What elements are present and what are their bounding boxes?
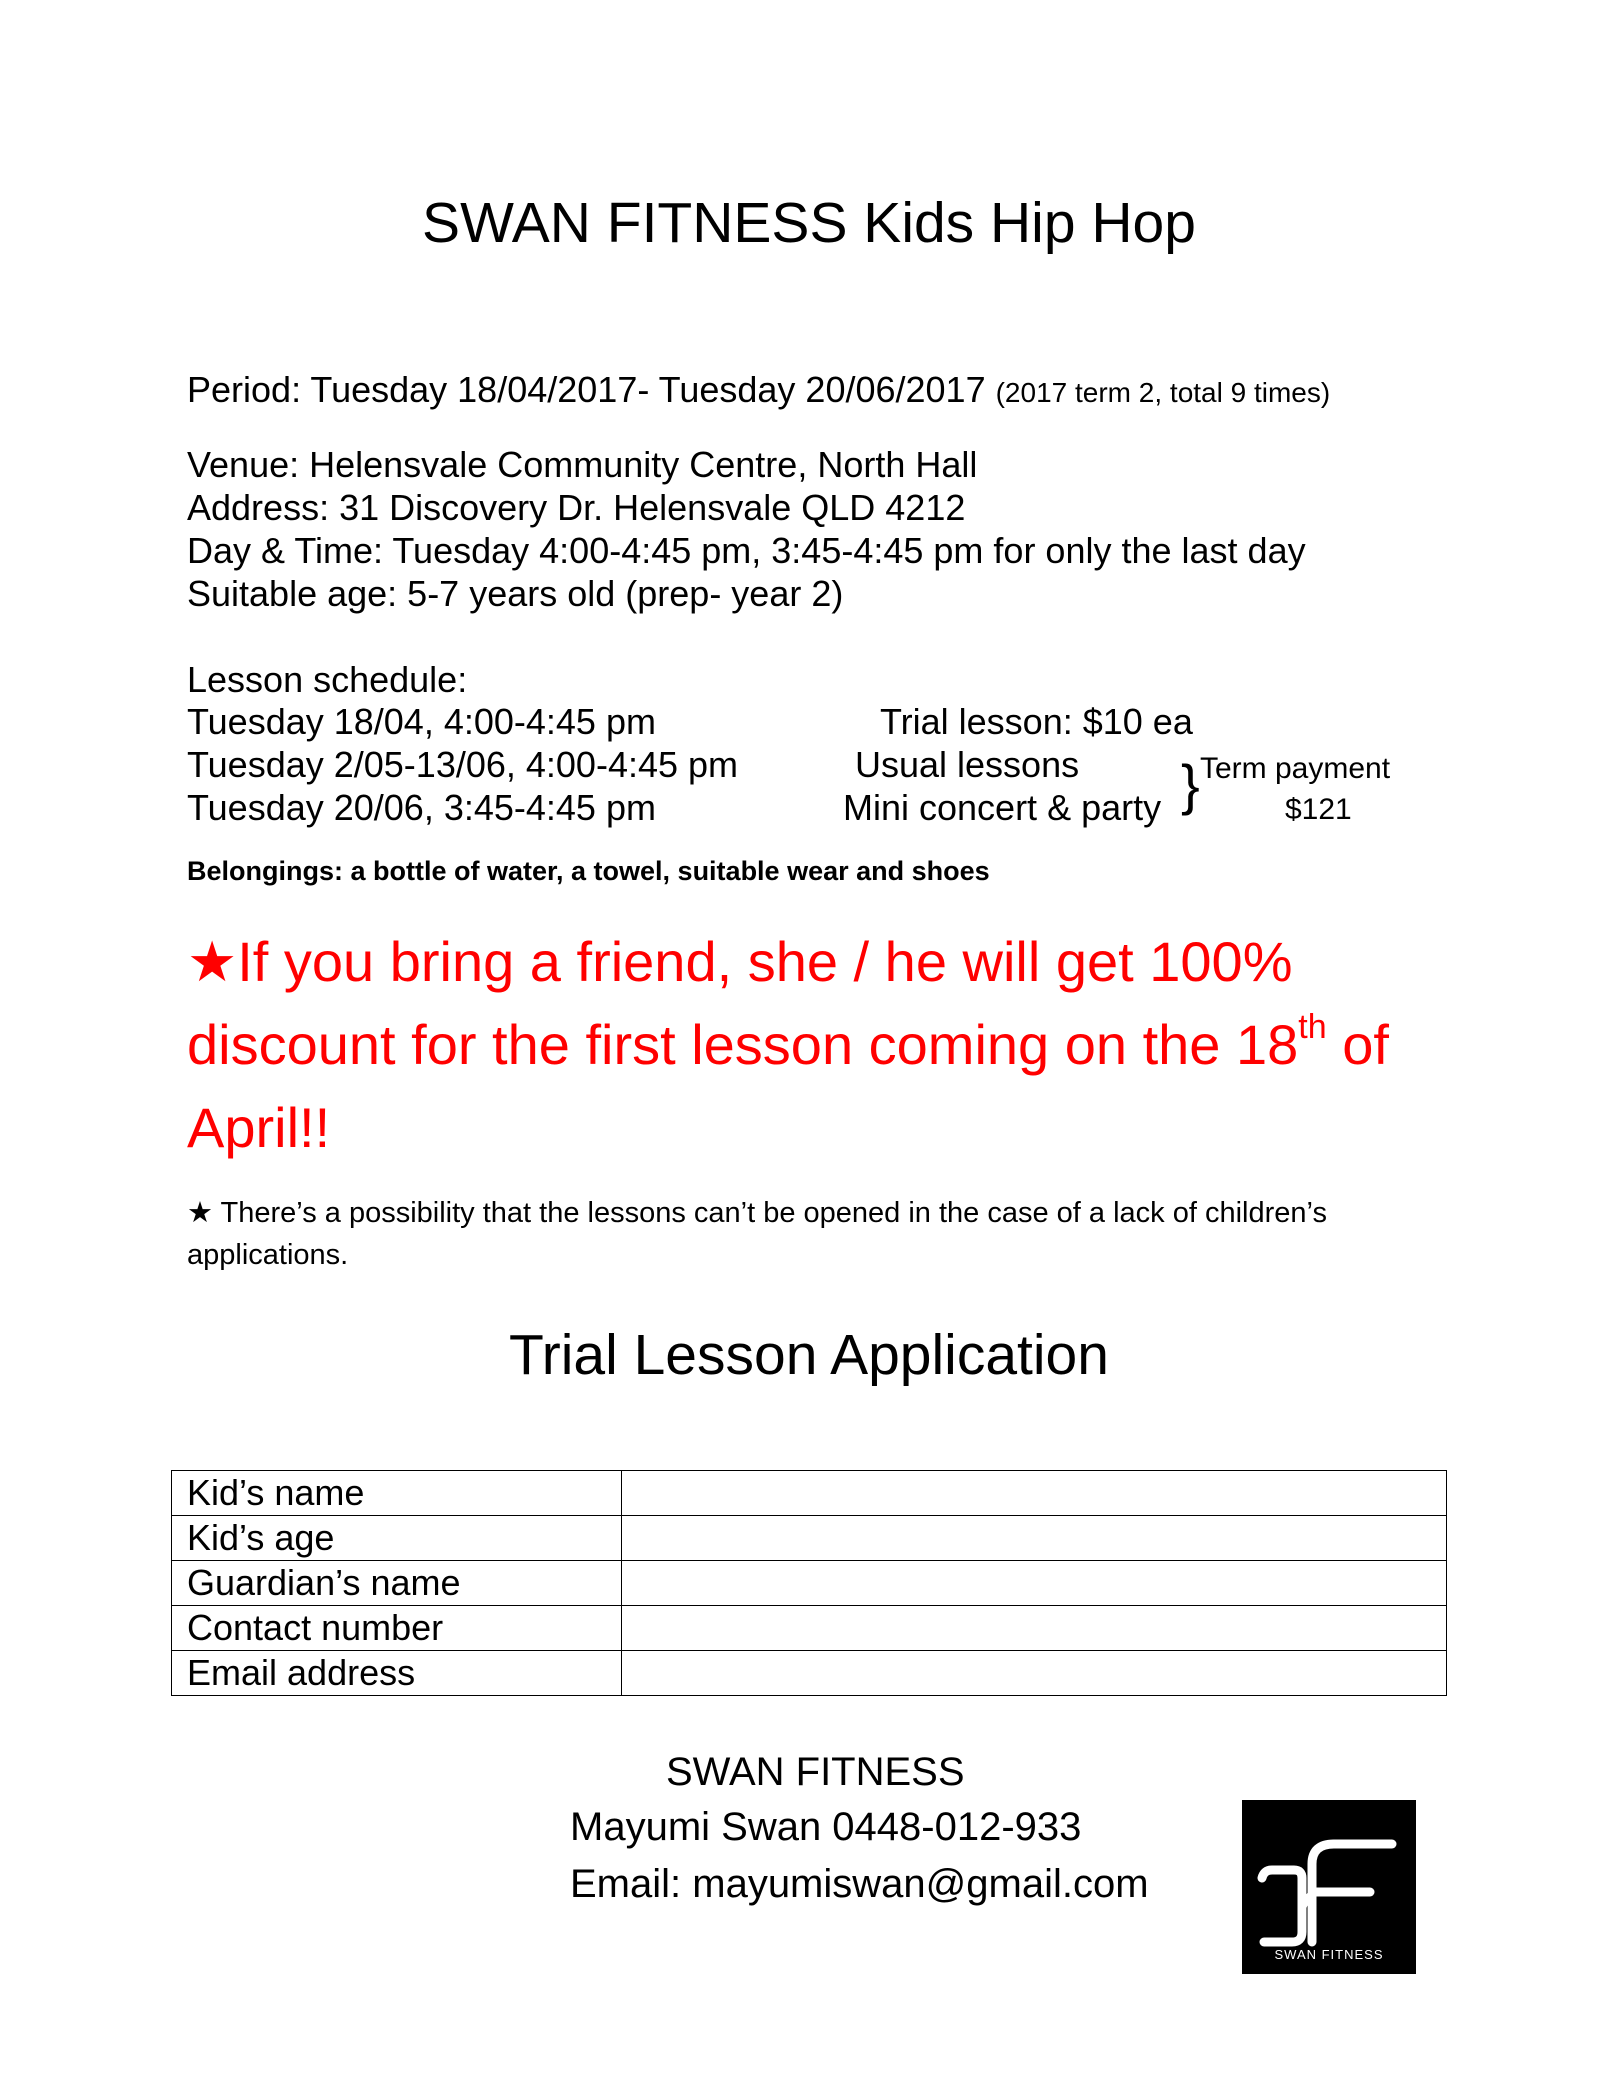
field-label: Kid’s name bbox=[172, 1471, 622, 1516]
age-line: Suitable age: 5-7 years old (prep- year 2) bbox=[187, 573, 844, 614]
promo-main: ★If you bring a friend, she / he will get 100% discount for the first lesson coming on the 18 bbox=[187, 930, 1299, 1076]
page-title: SWAN FITNESS Kids Hip Hop bbox=[422, 191, 1196, 255]
schedule-row-date: Tuesday 20/06, 3:45-4:45 pm bbox=[187, 787, 656, 828]
term-payment-label: Term payment bbox=[1200, 752, 1391, 785]
schedule-row-date: Tuesday 18/04, 4:00-4:45 pm bbox=[187, 701, 656, 742]
kid-age-field[interactable] bbox=[622, 1516, 1447, 1561]
application-form bbox=[171, 1470, 1447, 1696]
table-row bbox=[172, 1471, 1447, 1516]
field-label: Contact number bbox=[172, 1606, 622, 1651]
table-row bbox=[172, 1516, 1447, 1561]
period-text: Period: Tuesday 18/04/2017- Tuesday 20/06/2017 bbox=[187, 369, 986, 410]
application-title: Trial Lesson Application bbox=[509, 1323, 1109, 1387]
table-row bbox=[172, 1606, 1447, 1651]
field-label: Kid’s age bbox=[172, 1516, 622, 1561]
schedule-heading: Lesson schedule: bbox=[187, 659, 468, 700]
email-address-field[interactable] bbox=[622, 1651, 1447, 1696]
guardian-name-field[interactable] bbox=[622, 1561, 1447, 1606]
footer-company: SWAN FITNESS bbox=[666, 1750, 965, 1794]
belongings-line: Belongings: a bottle of water, a towel, suitable wear and shoes bbox=[187, 856, 990, 886]
schedule-row-desc: Trial lesson: $10 ea bbox=[880, 701, 1193, 742]
kid-name-field[interactable] bbox=[622, 1471, 1447, 1516]
period-note: (2017 term 2, total 9 times) bbox=[995, 377, 1331, 408]
schedule-row-date: Tuesday 2/05-13/06, 4:00-4:45 pm bbox=[187, 744, 739, 785]
venue-line: Venue: Helensvale Community Centre, North Hall bbox=[187, 444, 978, 485]
table-row bbox=[172, 1651, 1447, 1696]
period-line bbox=[187, 368, 1330, 414]
address-line: Address: 31 Discovery Dr. Helensvale QLD 4212 bbox=[187, 487, 966, 528]
day-time-line: Day & Time: Tuesday 4:00-4:45 pm, 3:45-4:45 pm for only the last day bbox=[187, 530, 1306, 571]
promo-text bbox=[187, 920, 1447, 1169]
footer-email: Email: mayumiswan@gmail.com bbox=[570, 1862, 1149, 1906]
term-brace: } bbox=[1181, 753, 1200, 816]
field-label: Email address bbox=[172, 1651, 622, 1696]
promo-tail: of April!! bbox=[187, 1013, 1389, 1159]
disclaimer-note: ★ There’s a possibility that the lessons can’t be opened in the case of a lack of children’s applications. bbox=[187, 1197, 1327, 1271]
swan-fitness-logo bbox=[1242, 1800, 1416, 1974]
schedule-row-desc: Mini concert & party bbox=[843, 787, 1162, 828]
field-label: Guardian’s name bbox=[172, 1561, 622, 1606]
contact-number-field[interactable] bbox=[622, 1606, 1447, 1651]
promo-sup: th bbox=[1298, 1008, 1327, 1046]
schedule-row-desc: Usual lessons bbox=[855, 744, 1080, 785]
term-payment-price: $121 bbox=[1285, 793, 1352, 826]
details-block bbox=[187, 443, 1306, 615]
logo-caption: SWAN FITNESS bbox=[1274, 1947, 1384, 1962]
footer-contact: Mayumi Swan 0448-012-933 bbox=[570, 1805, 1082, 1849]
table-row bbox=[172, 1561, 1447, 1606]
